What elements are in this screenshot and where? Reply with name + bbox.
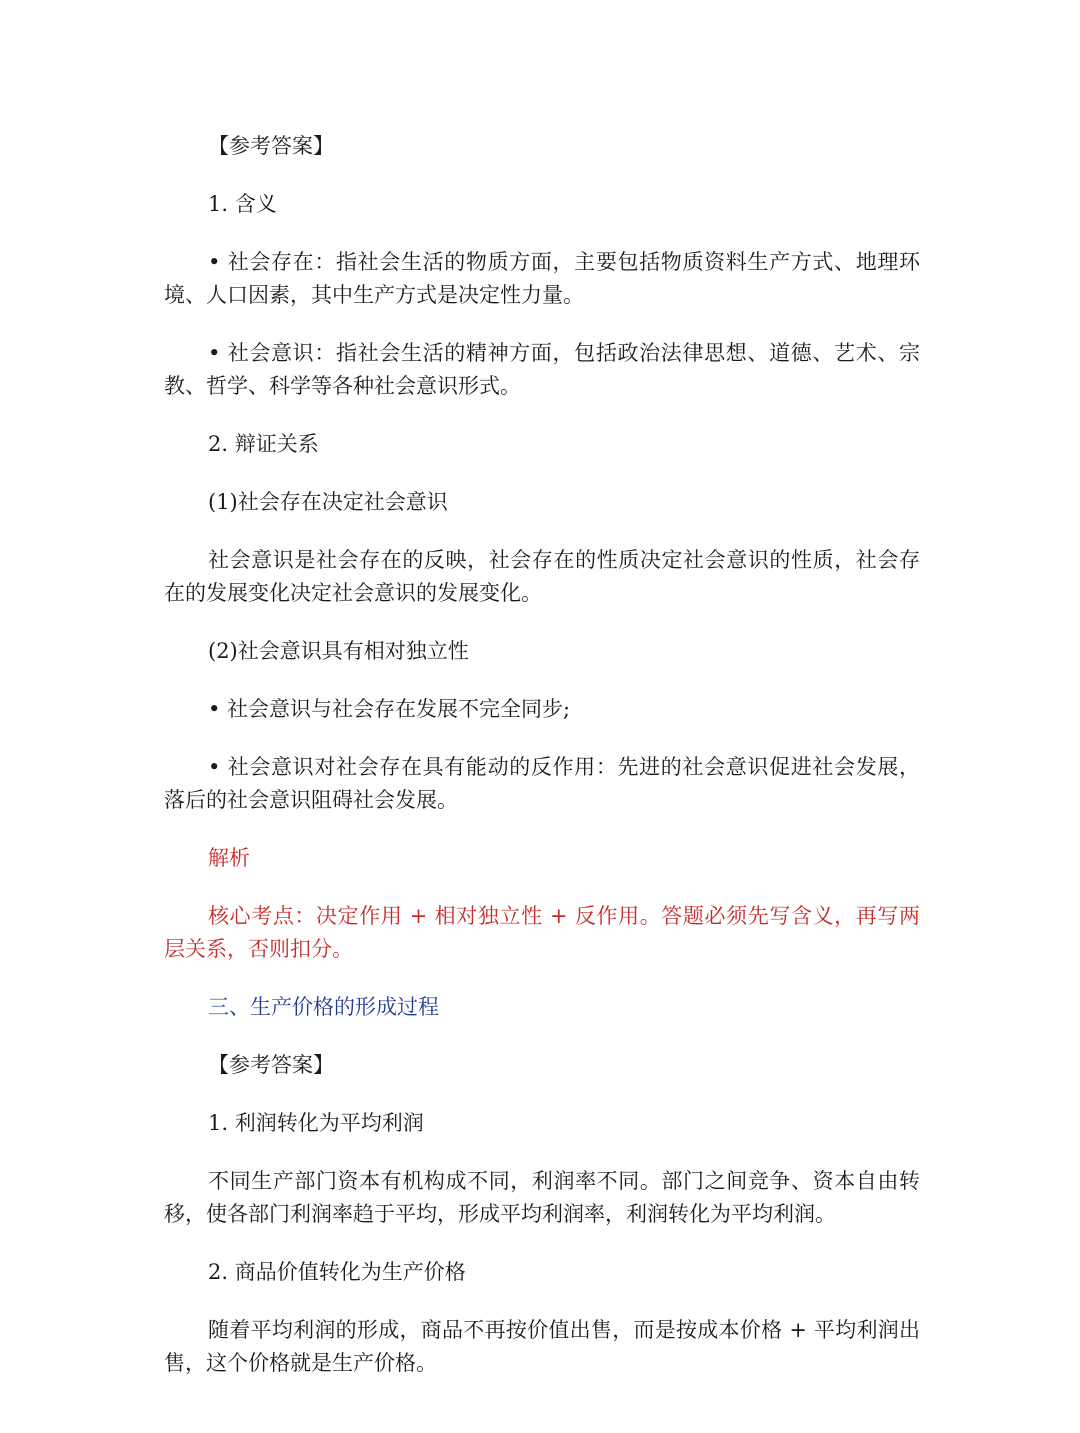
social-consciousness-bullet: • 社会意识：指社会生活的精神方面，包括政治法律思想、道德、艺术、宗教、哲学、科学等各种社会意识形式。	[164, 341, 920, 398]
production-price-body: 随着平均利润的形成，商品不再按价值出售，而是按成本价格 + 平均利润出售，这个价格就是生产价格。	[164, 1318, 920, 1375]
average-profit-title: 1. 利润转化为平均利润	[208, 1111, 424, 1135]
reference-answer-heading: 【参考答案】	[208, 134, 334, 158]
dialectical-relation-title: 2. 辩证关系	[208, 432, 319, 456]
not-synchronous-bullet: • 社会意识与社会存在发展不完全同步;	[208, 697, 571, 721]
reference-answer-heading-2: 【参考答案】	[208, 1053, 334, 1077]
production-price-title: 2. 商品价值转化为生产价格	[208, 1260, 466, 1284]
social-existence-bullet: • 社会存在：指社会生活的物质方面，主要包括物质资料生产方式、地理环境、人口因素，其中生产方式是决定性力量。	[164, 250, 920, 307]
existence-determines-body: 社会意识是社会存在的反映，社会存在的性质决定社会意识的性质，社会存在的发展变化决定社会意识的发展变化。	[164, 548, 920, 605]
analysis-label: 解析	[208, 846, 250, 870]
average-profit-body: 不同生产部门资本有机构成不同，利润率不同。部门之间竞争、资本自由转移，使各部门利润率趋于平均，形成平均利润率，利润转化为平均利润。	[164, 1169, 920, 1226]
reaction-bullet: • 社会意识对社会存在具有能动的反作用：先进的社会意识促进社会发展，落后的社会意识阻碍社会发展。	[164, 755, 920, 812]
analysis-body: 核心考点：决定作用 + 相对独立性 + 反作用。答题必须先写含义，再写两层关系，否则扣分。	[164, 904, 920, 961]
meaning-title: 1. 含义	[208, 192, 277, 216]
document-page	[164, 130, 920, 1405]
section3-heading: 三、生产价格的形成过程	[208, 995, 439, 1019]
relative-independence-title: (2)社会意识具有相对独立性	[208, 639, 469, 663]
existence-determines-title: (1)社会存在决定社会意识	[208, 490, 448, 514]
